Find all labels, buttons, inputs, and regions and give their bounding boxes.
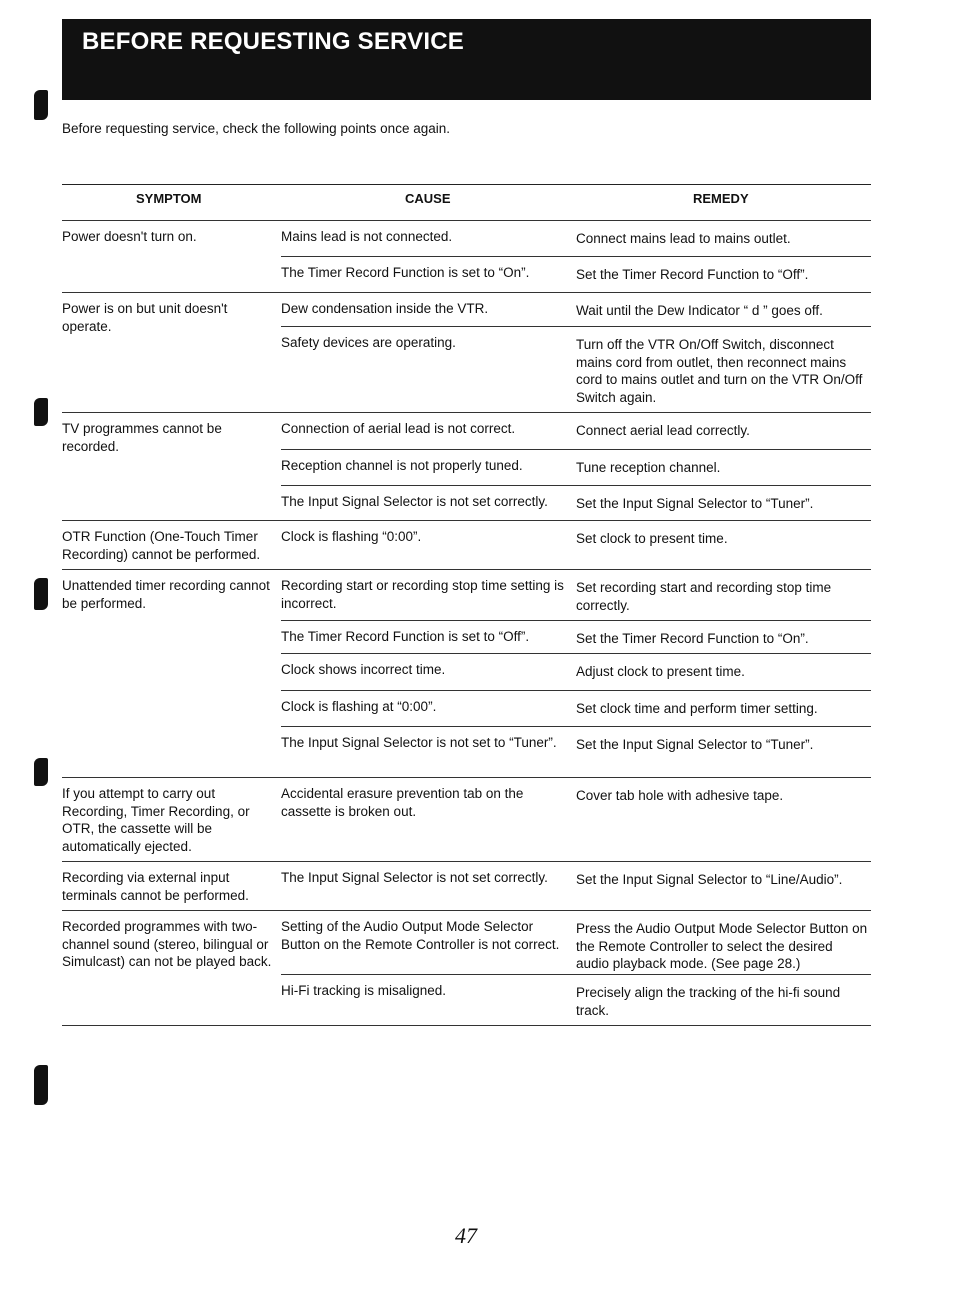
header-symptom: SYMPTOM (136, 191, 202, 206)
table-row (281, 911, 871, 975)
symptom-group (62, 221, 871, 293)
table-header (62, 185, 871, 221)
table-row (281, 327, 871, 412)
remedy-text: Set recording start and recording stop time correctly. (576, 580, 832, 613)
symptom-text: Recorded programmes with two-channel sound (stereo, bilingual or Simulcast) can not be played back. (62, 919, 272, 969)
remedy-text: Set clock to present time. (576, 531, 728, 546)
binder-hole-mark (34, 398, 48, 426)
troubleshooting-table (62, 184, 871, 1026)
remedy-text: Set clock time and perform timer setting. (576, 701, 818, 716)
header-remedy: REMEDY (693, 191, 749, 206)
remedy-text: Tune reception channel. (576, 460, 721, 475)
table-row (281, 521, 871, 569)
table-row (281, 486, 871, 520)
cause-text: Accidental erasure prevention tab on the cassette is broken out. (281, 786, 524, 819)
symptom-text: Power doesn't turn on. (62, 229, 197, 244)
symptom-group (62, 862, 871, 911)
cause-text: Clock shows incorrect time. (281, 662, 446, 677)
cause-text: Setting of the Audio Output Mode Selector Button on the Remote Controller is not correct. (281, 919, 560, 952)
table-row (281, 727, 871, 777)
cause-text: Connection of aerial lead is not correct. (281, 421, 516, 436)
symptom-group (62, 911, 871, 1026)
table-row (281, 257, 871, 292)
cause-text: The Timer Record Function is set to “On”. (281, 265, 530, 280)
table-row (281, 293, 871, 327)
cause-text: Safety devices are operating. (281, 335, 456, 350)
remedy-text: Set the Input Signal Selector to “Tuner”. (576, 496, 814, 511)
remedy-text: Set the Input Signal Selector to “Line/Audio”. (576, 872, 843, 887)
symptom-text: Recording via external input terminals cannot be performed. (62, 870, 249, 903)
binder-hole-mark (34, 90, 48, 120)
cause-text: The Input Signal Selector is not set to “Tuner”. (281, 735, 557, 750)
symptom-group (62, 570, 871, 778)
symptom-text: Unattended timer recording cannot be performed. (62, 578, 270, 611)
table-row (281, 450, 871, 486)
symptom-text: Power is on but unit doesn't operate. (62, 301, 228, 334)
cause-text: Clock is flashing at “0:00”. (281, 699, 437, 714)
symptom-group (62, 521, 871, 570)
symptom-group (62, 778, 871, 862)
remedy-text: Set the Input Signal Selector to “Tuner”. (576, 737, 814, 752)
cause-text: Reception channel is not properly tuned. (281, 458, 523, 473)
symptom-text: If you attempt to carry out Recording, Timer Recording, or OTR, the cassette will be automatically ejected. (62, 786, 250, 854)
cause-text: The Timer Record Function is set to “Off”. (281, 629, 530, 644)
page-title: BEFORE REQUESTING SERVICE (82, 28, 464, 55)
symptom-text: TV programmes cannot be recorded. (62, 421, 222, 454)
table-row (281, 570, 871, 621)
table-body (62, 221, 871, 1026)
remedy-text: Connect mains lead to mains outlet. (576, 231, 791, 246)
table-row (281, 621, 871, 654)
remedy-text: Connect aerial lead correctly. (576, 423, 750, 438)
cause-text: The Input Signal Selector is not set correctly. (281, 870, 548, 885)
binder-hole-mark (34, 578, 48, 610)
remedy-text: Wait until the Dew Indicator “ d ” goes off. (576, 303, 823, 318)
cause-text: Recording start or recording stop time setting is incorrect. (281, 578, 564, 611)
symptom-group (62, 413, 871, 521)
binder-hole-mark (34, 1065, 48, 1105)
cause-text: Hi-Fi tracking is misaligned. (281, 983, 447, 998)
remedy-text: Press the Audio Output Mode Selector Button on the Remote Controller to select the desired audio playback mode. (See page 28.) (576, 921, 868, 971)
remedy-text: Cover tab hole with adhesive tape. (576, 788, 784, 803)
cause-text: Clock is flashing “0:00”. (281, 529, 422, 544)
table-row (281, 654, 871, 691)
title-banner (62, 19, 871, 100)
table-row (281, 221, 871, 257)
remedy-text: Adjust clock to present time. (576, 664, 745, 679)
header-cause: CAUSE (405, 191, 451, 206)
binder-hole-mark (34, 758, 48, 786)
table-row (281, 413, 871, 450)
table-row (281, 975, 871, 1025)
remedy-text: Set the Timer Record Function to “Off”. (576, 267, 809, 282)
table-row (281, 691, 871, 727)
intro-text: Before requesting service, check the following points once again. (62, 121, 450, 136)
cause-text: Mains lead is not connected. (281, 229, 453, 244)
symptom-text: OTR Function (One-Touch Timer Recording) cannot be performed. (62, 529, 261, 562)
page-number: 47 (455, 1223, 477, 1248)
remedy-text: Precisely align the tracking of the hi-fi sound track. (576, 985, 841, 1018)
cause-text: The Input Signal Selector is not set correctly. (281, 494, 548, 509)
symptom-group (62, 293, 871, 413)
cause-text: Dew condensation inside the VTR. (281, 301, 489, 316)
remedy-text: Set the Timer Record Function to “On”. (576, 631, 809, 646)
remedy-text: Turn off the VTR On/Off Switch, disconnect mains cord from outlet, then reconnect mains cord to mains outlet and turn on the VTR On/Off Switch again. (576, 337, 863, 405)
table-row (281, 778, 871, 861)
table-row (281, 862, 871, 910)
